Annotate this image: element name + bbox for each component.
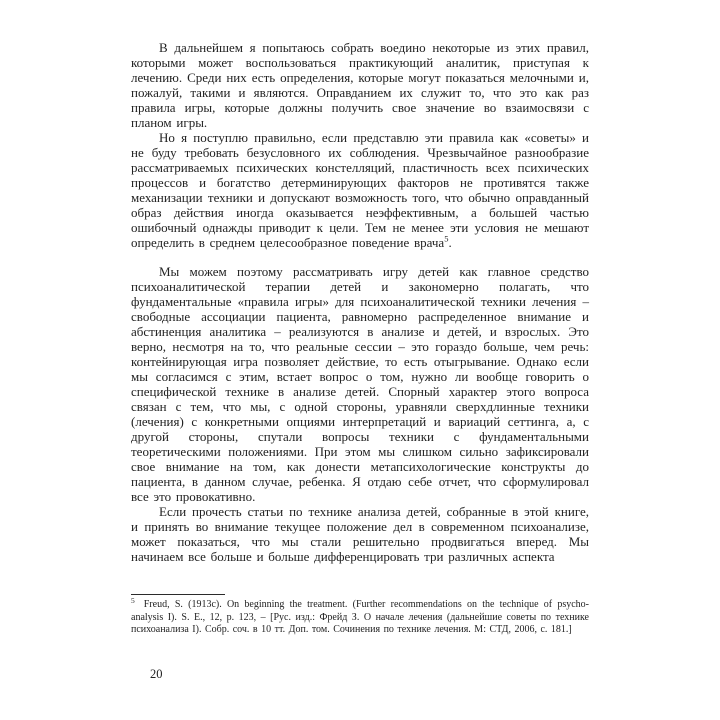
paragraph-4: Если прочесть статьи по технике анализа детей, собранные в этой книге, и принять во внимание текущее положение дел в современном психоанализе, может показаться, что мы стали решительно продвигаться вперед. Мы начинаем все больше и больше дифференцировать три различных аспекта: [131, 504, 589, 564]
paragraph-2: [131, 130, 589, 250]
paragraph-1: В дальнейшем я попытаюсь собрать воедино некоторые из этих правил, которыми может воспользоваться практикующий аналитик, приступая к лечению. Среди них есть определения, которые могут показаться мелочными и, пожалуй, такими и являются. Оправданием их служит то, что это как раз правила игры, которые должны получить свое значение во взаимосвязи с планом игры.: [131, 40, 589, 130]
footnote-marker: 5: [131, 595, 135, 605]
body-text: [131, 40, 589, 564]
footnote-separator: [131, 594, 225, 595]
footnote-reference: 5: [444, 233, 449, 244]
paragraph-2-period: .: [448, 235, 452, 250]
paragraph-2-text: Но я поступлю правильно, если представлю эти правила как «советы» и не буду требовать безусловного их соблюдения. Чрезвычайное разнообразие рассматриваемых психических констелляций, пластичность всех психических процессов и богатство детерминирующих факторов не противятся также механизации техники и допускают возможность того, что обычно оправданный образ действия иногда оказывается неэффективным, а большей частью ошибочный однажды приводит к цели. Тем не менее эти условия не мешают определить в среднем целесообразное поведение врача: [131, 130, 589, 250]
footnote: [131, 595, 589, 637]
footnote-block: [131, 594, 589, 637]
footnote-citation: Freud, S. (1913c). On beginning the treatment. (Further recommendations on the technique of psycho-analysis I). S. E., 12, p. 123, – [Рус. изд.: Фрейд З. О начале лечения (дальнейшие советы по технике психоанализа I). Собр. соч. в 10 тт. Доп. том. Сочинения по технике лечения. М: СТД, 2006, с. 181.]: [131, 599, 589, 636]
page-number: 20: [150, 667, 163, 681]
paragraph-3: Мы можем поэтому рассматривать игру детей как главное средство психоаналитической терапии детей и закономерно полагать, что фундаментальные «правила игры» для психоаналитической техники лечения – свободные ассоциации пациента, равномерно распределенное внимание и абстиненция аналитика – реализуются в анализе и детей, и взрослых. Это верно, несмотря на то, что реальные сессии – это гораздо больше, чем речь: контейнирующая игра позволяет действие, то есть отыгрывание. Однако если мы согласимся с этим, встает вопрос о том, нужно ли вообще говорить о специфической технике в анализе детей. Спорный характер этого вопроса связан с тем, что мы, с одной стороны, уравняли сверхдлинные техники (лечения) с конкретными опциями интерпретаций и вариаций сеттинга, а, с другой стороны, спутали вопросы техники с фундаментальными теоретическими положениями. При этом мы слишком сильно зафиксировали свое внимание на том, как донести метапсихологические конструкты до пациента, в данном случае, ребенка. Я отдаю себе отчет, что сформулировал все это провокативно.: [131, 264, 589, 504]
